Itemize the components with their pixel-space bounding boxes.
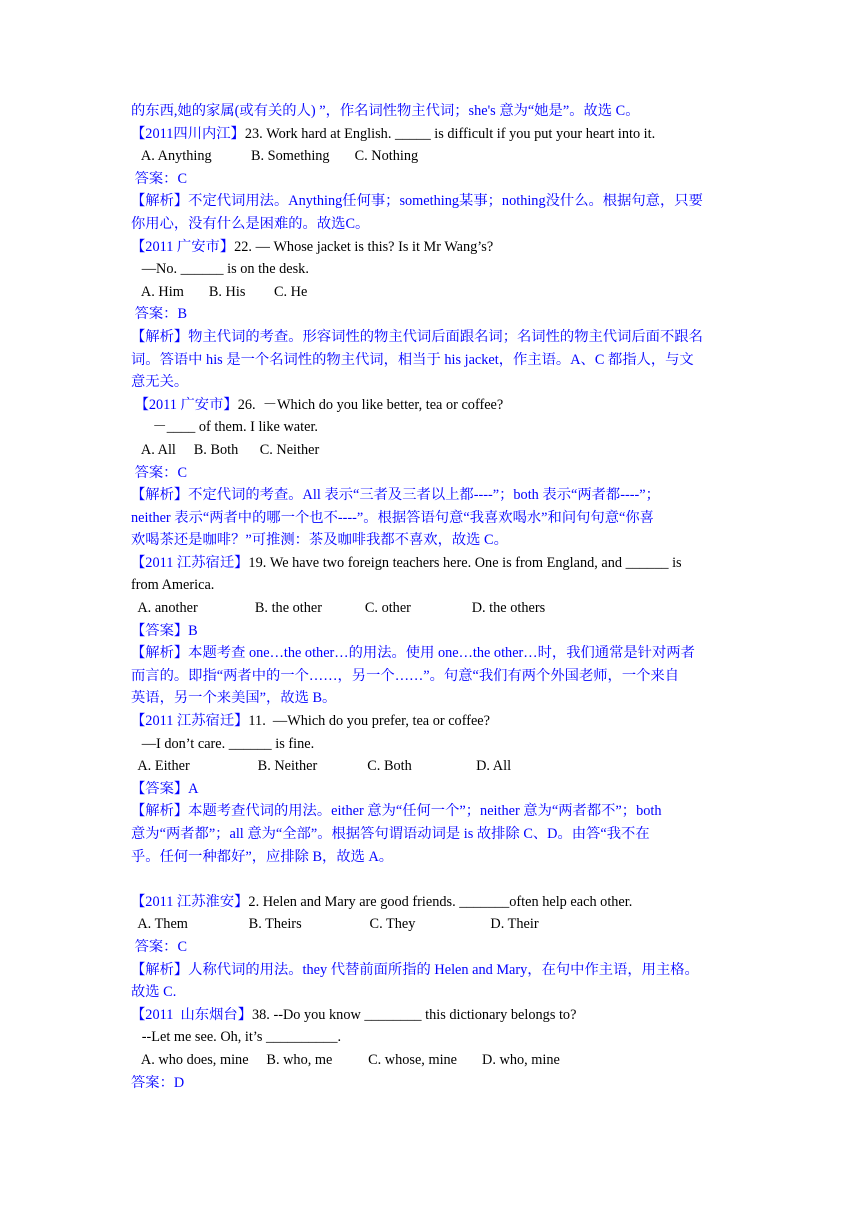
question-line (131, 710, 731, 733)
options-line: A. Either B. Neither C. Both D. All (131, 758, 512, 775)
analysis-line: neither 表示“两者中的哪一个也不----”。根据答语句意“我喜欢喝水”和问句句意“你喜 (131, 509, 654, 526)
analysis-line: 【解析】人称代词的用法。they 代替前面所指的 Helen and Mary，在句中作主语，用主格。 (131, 961, 699, 978)
analysis-line: 英语，另一个来美国”，故选 B。 (131, 690, 337, 707)
question-text: 19. We have two foreign teachers here. One is from England, and ______ is (248, 554, 682, 571)
question-line: —No. ______ is on the desk. (131, 261, 309, 278)
question-text: 22. — Whose jacket is this? Is it Mr Wang’s? (234, 238, 494, 255)
document-page (131, 100, 731, 1094)
question-line: from America. (131, 577, 215, 594)
analysis-line: 【解析】本题考查代词的用法。either 意为“任何一个”；neither 意为“两者都不”；both (131, 803, 662, 820)
question-source: 【2011 广安市】 (131, 396, 238, 413)
analysis-line: 你用心，没有什么是困难的。故选C。 (131, 215, 370, 232)
answer-line: 答案：C (131, 170, 188, 187)
answer-line: 【答案】A (131, 780, 199, 797)
answer-line: 【答案】B (131, 622, 198, 639)
analysis-line: 【解析】不定代词的考查。All 表示“三者及三者以上都----”；both 表示“两者都----”； (131, 487, 660, 504)
options-line: A. All B. Both C. Neither (131, 441, 320, 458)
question-source: 【2011 江苏宿迁】 (131, 713, 249, 730)
question-source: 【2011 山东烟台】 (131, 1006, 252, 1023)
analysis-line: 故选 C. (131, 984, 177, 1001)
question-source: 【2011 江苏宿迁】 (131, 554, 249, 571)
analysis-line: 【解析】本题考查 one…the other…的用法。使用 one…the other…时，我们通常是针对两者 (131, 645, 695, 662)
options-line: A. another B. the other C. other D. the others (131, 600, 546, 617)
question-text: 23. Work hard at English. _____ is difficult if you put your heart into it. (244, 125, 656, 142)
question-line (131, 1004, 731, 1027)
question-line: —I don’t care. ______ is fine. (131, 735, 315, 752)
analysis-line: 【解析】不定代词用法。Anything任何事；something某事；nothing没什么。根据句意，只要 (131, 193, 703, 210)
analysis-line: 【解析】物主代词的考查。形容词性的物主代词后面跟名词；名词性的物主代词后面不跟名 (131, 328, 703, 345)
question-line (131, 891, 731, 914)
analysis-line: 乎。任何一种都好”，应排除 B，故选 A。 (131, 848, 394, 865)
question-source: 【2011 广安市】 (131, 238, 235, 255)
question-line (131, 552, 731, 575)
blank-line (131, 868, 731, 891)
options-line: A. Them B. Theirs C. They D. Their (131, 916, 539, 933)
question-line (131, 123, 731, 146)
question-line (131, 236, 731, 259)
answer-line: 答案：B (131, 306, 188, 323)
options-line: A. who does, mine B. who, me C. whose, mine D. who, mine (131, 1051, 560, 1068)
analysis-line: 词。答语中 his 是一个名词性的物主代词，相当于 his jacket，作主语。A、C 都指人，与文 (131, 351, 694, 368)
question-source: 【2011四川内江】 (131, 125, 245, 142)
question-source: 【2011 江苏淮安】 (131, 893, 249, 910)
analysis-line: 意无关。 (131, 374, 189, 391)
question-line (131, 394, 731, 417)
options-line: A. Him B. His C. He (131, 283, 308, 300)
analysis-line: 而言的。即指“两者中的一个……，另一个……”。句意“我们有两个外国老师，一个来自 (131, 667, 680, 684)
question-text: 38. --Do you know ________ this dictionary belongs to? (252, 1006, 577, 1023)
question-text: 2. Helen and Mary are good friends. _______often help each other. (248, 893, 633, 910)
analysis-line: 意为“两者都”；all 意为“全部”。根据答句谓语动词是 is 故排除 C、D。由答“我不在 (131, 826, 650, 842)
question-text: 26. －Which do you like better, tea or coffee? (237, 396, 504, 413)
answer-line: 答案：C (131, 464, 188, 481)
question-line: --Let me see. Oh, it’s __________. (131, 1029, 342, 1046)
answer-line: 答案：C (131, 938, 188, 955)
answer-line: 答案：D (131, 1074, 185, 1091)
analysis-line: 欢喝茶还是咖啡？”可推测：茶及咖啡我都不喜欢，故选 C。 (131, 532, 508, 549)
text-line: 的东西,她的家属(或有关的人) ”，作名词性物主代词；she's 意为“她是”。故选 C。 (131, 103, 640, 119)
options-line: A. Anything B. Something C. Nothing (131, 148, 419, 165)
question-line: －____ of them. I like water. (131, 419, 319, 436)
question-text: 11. —Which do you prefer, tea or coffee? (248, 713, 490, 730)
